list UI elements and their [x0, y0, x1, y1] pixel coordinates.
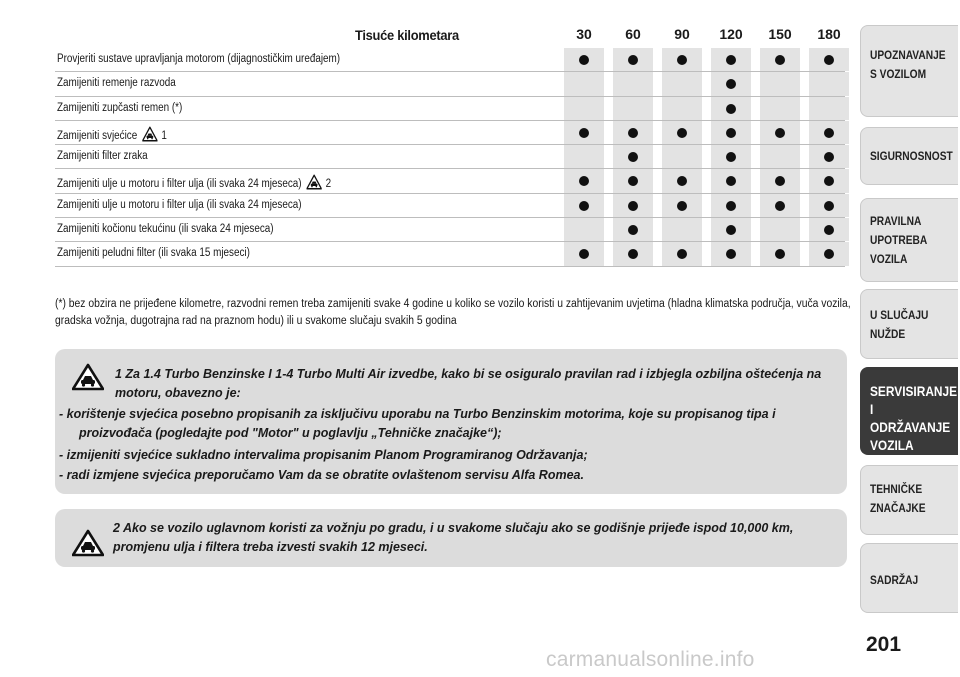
sidebar-tab[interactable]	[860, 289, 958, 359]
schedule-row-label	[57, 53, 340, 65]
schedule-row	[55, 48, 845, 72]
schedule-row	[55, 72, 845, 96]
service-dot	[677, 55, 687, 65]
sidebar-tab-label: SIGURNOSNOST	[870, 149, 953, 163]
warning-car-icon	[307, 174, 322, 190]
schedule-row-text: Zamijeniti filter zraka	[57, 150, 148, 163]
schedule-row	[55, 194, 845, 218]
service-dot	[824, 55, 834, 65]
column-header-km: 180	[817, 26, 841, 42]
service-dot	[579, 128, 589, 138]
schedule-row-text: Zamijeniti svjećice	[57, 129, 138, 142]
schedule-row-label	[57, 126, 167, 142]
schedule-row-text: Zamijeniti ulje u motoru i filter ulja (ili svaka 24 mjeseca)	[57, 198, 302, 211]
sidebar-tab[interactable]	[860, 127, 958, 185]
schedule-column-cell	[809, 72, 849, 95]
schedule-row	[55, 145, 845, 169]
schedule-row	[55, 121, 845, 145]
schedule-row-label	[57, 247, 250, 259]
schedule-row	[55, 169, 845, 193]
schedule-row	[55, 218, 845, 242]
column-header-km: 30	[576, 26, 592, 42]
schedule-column-cell	[662, 218, 702, 241]
schedule-column-cell	[662, 72, 702, 95]
schedule-row-label	[57, 223, 274, 235]
watermark-text: carmanualsonline.info	[546, 648, 755, 671]
column-header-km: 150	[768, 26, 792, 42]
service-dot	[726, 55, 736, 65]
schedule-column-cell	[564, 145, 604, 168]
schedule-column-cell	[760, 145, 800, 168]
note1-item: - izmijeniti svjećice sukladno intervalima propisanim Planom Programiranog Održavanja;	[59, 448, 588, 462]
note1-intro: 1 Za 1.4 Turbo Benzinske I 1-4 Turbo Multi Air izvedbe, kako bi se osiguralo pravilan rad i izbjegla ozbiljna oštećenja na motoru, obavezno je:	[115, 367, 822, 400]
sidebar-tab[interactable]	[860, 465, 958, 535]
sidebar-tab-label: UPOZNAVANJE S VOZILOM	[870, 48, 946, 81]
note1-item: - korištenje svjećica posebno propisanih za isključivu uporabu na Turbo Benzinskim motorima, koje su propisanog tipa i proizvođača (pogledajte pod "Motor" u poglavlju „Tehničke značajke“);	[59, 407, 776, 440]
schedule-row-text: Zamijeniti zupčasti remen (*)	[57, 101, 183, 114]
schedule-column-cell	[564, 218, 604, 241]
schedule-column-cell	[662, 145, 702, 168]
schedule-column-cell	[809, 97, 849, 120]
warning-car-icon	[142, 126, 157, 142]
sidebar-tab[interactable]	[860, 367, 958, 455]
sidebar-tab[interactable]	[860, 198, 958, 282]
warning-car-icon	[72, 529, 104, 557]
sidebar-tab-label: TEHNIČKE ZNAČAJKE	[870, 482, 926, 515]
schedule-row-label	[57, 77, 176, 89]
schedule-row-label	[57, 102, 182, 114]
column-header-km: 120	[719, 26, 743, 42]
sidebar-tab[interactable]	[860, 25, 958, 117]
sidebar-tab-label: U SLUČAJU NUŽDE	[870, 308, 929, 341]
page-number: 201	[866, 633, 902, 656]
spark-plug-note-box	[55, 349, 847, 494]
schedule-column-cell	[613, 97, 653, 120]
schedule-column-cell	[760, 97, 800, 120]
service-dot	[628, 201, 638, 211]
schedule-column-cell	[564, 72, 604, 95]
service-dot	[579, 55, 589, 65]
service-dot	[628, 128, 638, 138]
service-dot	[677, 201, 687, 211]
sidebar-tab[interactable]	[860, 543, 958, 613]
schedule-row-label	[57, 174, 331, 190]
schedule-column-cell	[760, 72, 800, 95]
footnote-reference: 1	[161, 129, 167, 142]
schedule-row-text: Zamijeniti kočionu tekućinu (ili svaka 24 mjeseca)	[57, 223, 274, 236]
schedule-column-cell	[613, 72, 653, 95]
service-dot	[628, 55, 638, 65]
schedule-row	[55, 97, 845, 121]
note2-text: 2 Ako se vozilo uglavnom koristi za vožnju po gradu, i u svakome slučaju ako se godišnje prijeđe ispod 10,000 km, promjenu ulja i filtera treba izvesti svakih 12 mjeseci.	[113, 521, 794, 554]
service-dot	[775, 128, 785, 138]
column-header-km: 60	[625, 26, 641, 42]
maintenance-schedule-table	[55, 24, 845, 267]
service-dot	[726, 104, 736, 114]
schedule-footnote: (*) bez obzira ne prijeđene kilometre, razvodni remen treba zamijeniti svake 4 godine u koliko se vozilo koristi u zahtijevanim uvjetima (hladna klimatska područja, vuča vozila, gradska vožnja, dugotrajna rad na praznom hodu) ili u svakome slučaju svakih 5 godina	[55, 298, 851, 327]
oil-change-note-box	[55, 509, 847, 567]
schedule-column-cell	[564, 97, 604, 120]
schedule-row	[55, 242, 845, 266]
sidebar-tab-label: SERVISIRANJE I ODRŽAVANJE VOZILA	[870, 383, 958, 453]
service-dot	[775, 201, 785, 211]
service-dot	[726, 128, 736, 138]
service-dot	[824, 201, 834, 211]
service-dot	[726, 201, 736, 211]
service-dot	[677, 128, 687, 138]
schedule-row-label	[57, 199, 302, 211]
schedule-row-text: Zamijeniti remenje razvoda	[57, 77, 176, 90]
note1-item: - radi izmjene svjećica preporučamo Vam da se obratite ovlaštenom servisu Alfa Romea.	[59, 468, 584, 482]
warning-car-icon	[72, 363, 104, 391]
service-dot	[579, 201, 589, 211]
schedule-row-text: Zamijeniti peludni filter (ili svaka 15 mjeseci)	[57, 247, 250, 260]
schedule-header-row	[55, 24, 845, 48]
schedule-column-cell	[760, 218, 800, 241]
service-dot	[775, 55, 785, 65]
schedule-row-text: Zamijeniti ulje u motoru i filter ulja (ili svaka 24 mjeseca)	[57, 178, 302, 191]
sidebar-tab-label: SADRŽAJ	[870, 573, 919, 587]
footnote-reference: 2	[325, 178, 332, 191]
schedule-row-text: Provjeriti sustave upravljanja motorom (dijagnostičkim uređajem)	[57, 53, 341, 65]
service-dot	[824, 128, 834, 138]
schedule-header-title: Tisuće kilometara	[355, 27, 459, 43]
sidebar-tab-label: PRAVILNA UPOTREBA VOZILA	[870, 214, 928, 266]
schedule-row-label	[57, 150, 148, 162]
column-header-km: 90	[674, 26, 690, 42]
schedule-column-cell	[662, 97, 702, 120]
